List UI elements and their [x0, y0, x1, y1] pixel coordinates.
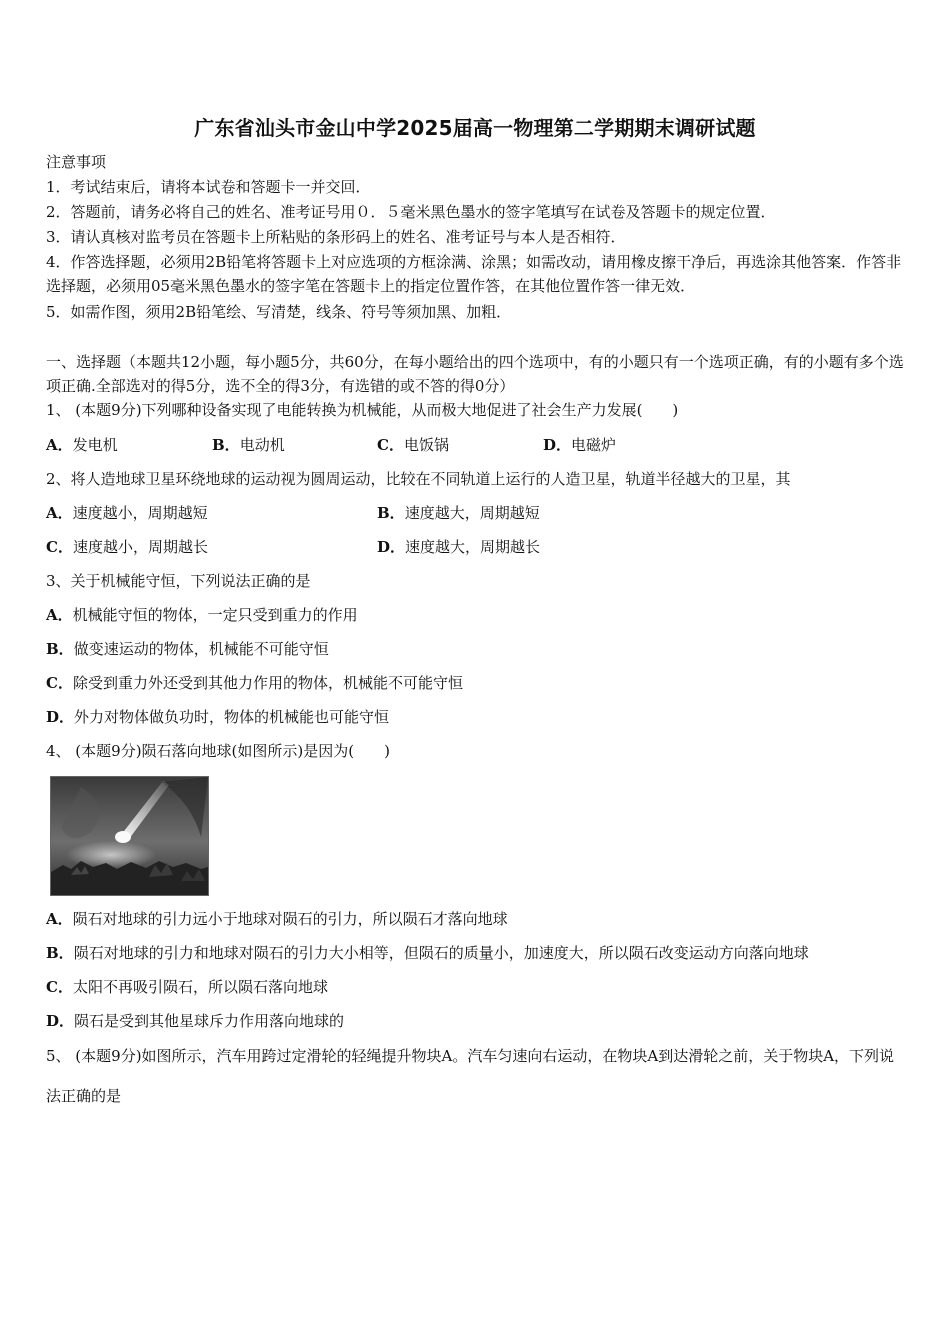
question-4-stem: 4、 (本题9分)陨石落向地球(如图所示)是因为( ) [46, 742, 390, 760]
question-5-stem: 5、 (本题9分)如图所示，汽车用跨过定滑轮的轻绳提升物块A。汽车匀速向右运动，在物块A到达滑轮之前，关于物块A，下列说法正确的是 [46, 1047, 895, 1105]
q1-option-c[interactable]: C．电饭锅 [377, 436, 449, 454]
meteorite-image [50, 776, 209, 896]
q2-option-b[interactable]: B．速度越大，周期越短 [377, 504, 540, 522]
notice-item: 4．作答选择题，必须用2B铅笔将答题卡上对应选项的方框涂满、涂黑；如需改动，请用橡皮擦干净后，再选涂其他答案．作答非选择题，必须用05毫米黑色墨水的签字笔在答题卡上的指定位置作答，在其他位置作答一律无效． [46, 253, 902, 295]
question-2-stem: 2、将人造地球卫星环绕地球的运动视为圆周运动，比较在不同轨道上运行的人造卫星，轨道半径越大的卫星，其 [46, 470, 791, 488]
notice-item: 2．答题前，请务必将自己的姓名、准考证号用０．５毫米黑色墨水的签字笔填写在试卷及答题卡的规定位置． [46, 203, 776, 221]
question-1-stem: 1、 (本题9分)下列哪种设备实现了电能转换为机械能，从而极大地促进了社会生产力发展( ) [46, 401, 679, 419]
q1-option-b[interactable]: B．电动机 [212, 436, 285, 454]
notice-item: 1．考试结束后，请将本试卷和答题卡一并交回． [46, 178, 371, 196]
q3-option-d[interactable]: D．外力对物体做负功时，物体的机械能也可能守恒 [46, 708, 390, 726]
page-title: 广东省汕头市金山中学2025届高一物理第二学期期末调研试题 [194, 116, 756, 140]
q3-option-c[interactable]: C．除受到重力外还受到其他力作用的物体，机械能不可能守恒 [46, 674, 463, 692]
notice-item: 3．请认真核对监考员在答题卡上所粘贴的条形码上的姓名、准考证号与本人是否相符． [46, 228, 626, 246]
notice-heading: 注意事项 [46, 153, 107, 171]
q3-option-a[interactable]: A．机械能守恒的物体，一定只受到重力的作用 [46, 606, 358, 624]
q3-option-b[interactable]: B．做变速运动的物体，机械能不可能守恒 [46, 640, 329, 658]
q4-option-c[interactable]: C．太阳不再吸引陨石，所以陨石落向地球 [46, 978, 328, 996]
section-heading: 一、选择题（本题共12小题，每小题5分，共60分，在每小题给出的四个选项中，有的小题只有一个选项正确，有的小题有多个选项正确.全部选对的得5分，选不全的得3分，有选错的或不答的得0分） [46, 353, 904, 395]
q2-option-a[interactable]: A．速度越小，周期越短 [46, 504, 208, 522]
question-3-stem: 3、关于机械能守恒，下列说法正确的是 [46, 572, 311, 590]
q1-option-a[interactable]: A．发电机 [46, 436, 118, 454]
q2-option-c[interactable]: C．速度越小，周期越长 [46, 538, 208, 556]
meteorite-illustration [51, 777, 208, 895]
q4-option-d[interactable]: D．陨石是受到其他星球斥力作用落向地球的 [46, 1012, 345, 1030]
q2-option-d[interactable]: D．速度越大，周期越长 [377, 538, 541, 556]
q1-option-d[interactable]: D．电磁炉 [543, 436, 617, 454]
notice-item: 5．如需作图，须用2B铅笔绘、写清楚，线条、符号等须加黑、加粗． [46, 303, 512, 321]
q4-option-a[interactable]: A．陨石对地球的引力远小于地球对陨石的引力，所以陨石才落向地球 [46, 910, 508, 928]
q4-option-b[interactable]: B．陨石对地球的引力和地球对陨石的引力大小相等，但陨石的质量小，加速度大，所以陨石改变运动方向落向地球 [46, 944, 809, 962]
